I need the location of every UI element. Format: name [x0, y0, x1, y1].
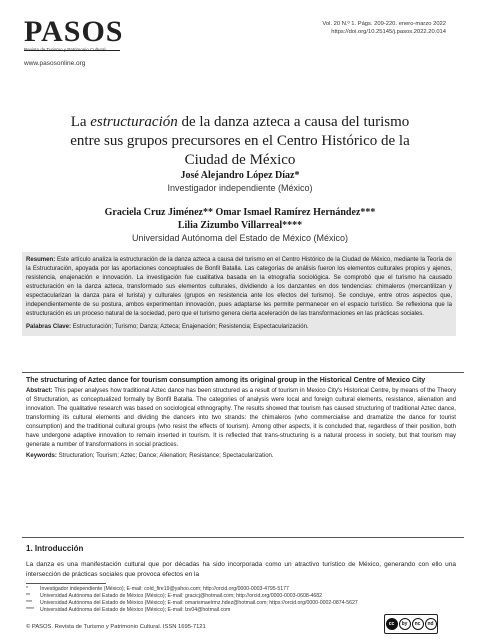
authors-line-1: Graciela Cruz Jiménez** Omar Ismael Ramírez Hernández***: [104, 207, 376, 218]
footnote-item: *** Universidad Autónoma del Estado de México (México); E-mail: omarismaelrmz.hdez@hotmail.com; https://orcid.org/0000-0002-0874-5627: [26, 600, 358, 606]
cc-license-badge[interactable]: [384, 614, 438, 634]
section-rule: [22, 372, 464, 373]
abstract-keywords: Keywords: Structuration; Tourism; Aztec; Dance; Alienation; Resistance; Spectacularization.: [26, 453, 274, 459]
nc-icon: nc: [412, 618, 424, 630]
section-rule: [22, 537, 464, 538]
footnote-item: **** Universidad Autónoma del Estado de México (México); E-mail: lzv04@hotmail.com: [26, 607, 231, 613]
abstract-paragraph: Abstract: This paper analyses how traditional Aztec dance has been structured as a result of tourism in Mexico City's Historical Centre, by means of the Theory of Structuration, as conceptualized formally by Bonfil Batalla. The categories of analysis were local and foreign cultural elements, resistance, alienation and innovation. The qualitative research was based on sociological ethnography. The results showed that tourism has caused structuring of traditional Aztec dance, transforming its cultural elements and dividing the dancers into two strands: the chimaleros (who commercialise and dramatize the dance for tourist consumption) and the traditional cultural groups (who resist the effects of tourism). Among other aspects, it is concluded that, regardless of their position, both have undergone adaptive innovation to remain inserted in tourism. It is reflected that trans-structuring is a natural process in society, but that tourism may generate a number of transformations in social practices.: [26, 388, 456, 448]
copyright-footer: © PASOS. Revista de Turismo y Patrimonio Cultural. ISSN 1695-7121: [26, 624, 206, 630]
footnote-rule: [26, 583, 106, 584]
abstract-block: [26, 376, 456, 461]
footnotes: [26, 586, 458, 614]
doi-link[interactable]: https://doi.org/10.25145/j.pasos.2022.20.014: [331, 29, 446, 35]
author-primary: José Alejandro López Díaz*: [180, 170, 300, 181]
by-icon: by: [399, 618, 411, 630]
masthead-rule: [24, 50, 120, 51]
cc-icon: cc: [386, 618, 398, 630]
authors-line-2: Lilia Zizumbo Villarreal****: [177, 220, 303, 231]
nd-icon: nd: [425, 618, 437, 630]
volume-line: Vol. 20 N.º 1. Págs. 209-220. enero-marzo 2022: [322, 21, 446, 27]
resumen-box: [22, 252, 456, 336]
intro-paragraph: La danza es una manifestación cultural que por décadas ha sido incorporada como un atractivo turístico de México, generando con ello una intersección de prácticas sociales que provoca efectos en la: [26, 561, 456, 578]
article-title: La estructuración de la danza azteca a causa del turismo entre sus grupos precursores en el Centro Histórico de la Ciudad de México: [70, 114, 410, 168]
resumen-paragraph: Resumen: Este artículo analiza la estructuración de la danza azteca a causa del turismo en el Centro Histórico de la Ciudad de México, mediante la Teoría de la Estructuración, apoyada por las aportaciones conceptuales de Bonfil Batalla. Las categorías de análisis fueron los elementos culturales propios y ajenos, resistencia, enajenación e innovación. La investigación fue cualitativa basada en la etnografía sociológica. Se comprobó que el turismo ha causado estructuración en la danza azteca, transformado sus elementos culturales, dividiendo a los danzantes en dos tendencias: chimaleros (mercantilizan y espectacularizan la danza para el turista) y culturales (grupos en resistencia ante los efectos del turismo). Se concluye, entre otros aspectos que, independientemente de su postura, ambos experimentan innovación, pues adaptarse les permite permanecer en el espacio turístico. Se reflexiona que la estructuración es un proceso natural de la sociedad, pero que el turismo genera cierta aceleración de las transformaciones en las prácticas sociales.: [26, 257, 452, 317]
affiliation-secondary: Universidad Autónoma del Estado de México (México): [131, 233, 349, 243]
website-link[interactable]: www.pasosonline.org: [24, 60, 86, 67]
section-heading: 1. Introducción: [26, 544, 84, 553]
issue-info: [322, 20, 446, 36]
english-title: The structuring of Aztec dance for tourism consumption among its original group in the Historical Centre of Mexico City: [26, 377, 426, 384]
footnote-item: ** Universidad Autónoma del Estado de México (México); E-mail: gracicj@hotmail.com; http://orcid.org/0000-0003-0608-4682: [26, 593, 323, 599]
journal-logo: [24, 15, 124, 52]
logo-wordmark: PASOS: [24, 15, 124, 48]
palabras-clave: Palabras Clave: Estructuración; Turismo; Danza; Azteca; Enajenación; Resistencia; Espectacularización.: [26, 324, 309, 330]
affiliation-primary: Investigador independiente (México): [167, 183, 313, 193]
footnote-item: * Investigador independiente (México); E-mail: cold_fire19@yahoo.com; http://orcid.org/0000-0003-4795-5177: [26, 586, 289, 592]
